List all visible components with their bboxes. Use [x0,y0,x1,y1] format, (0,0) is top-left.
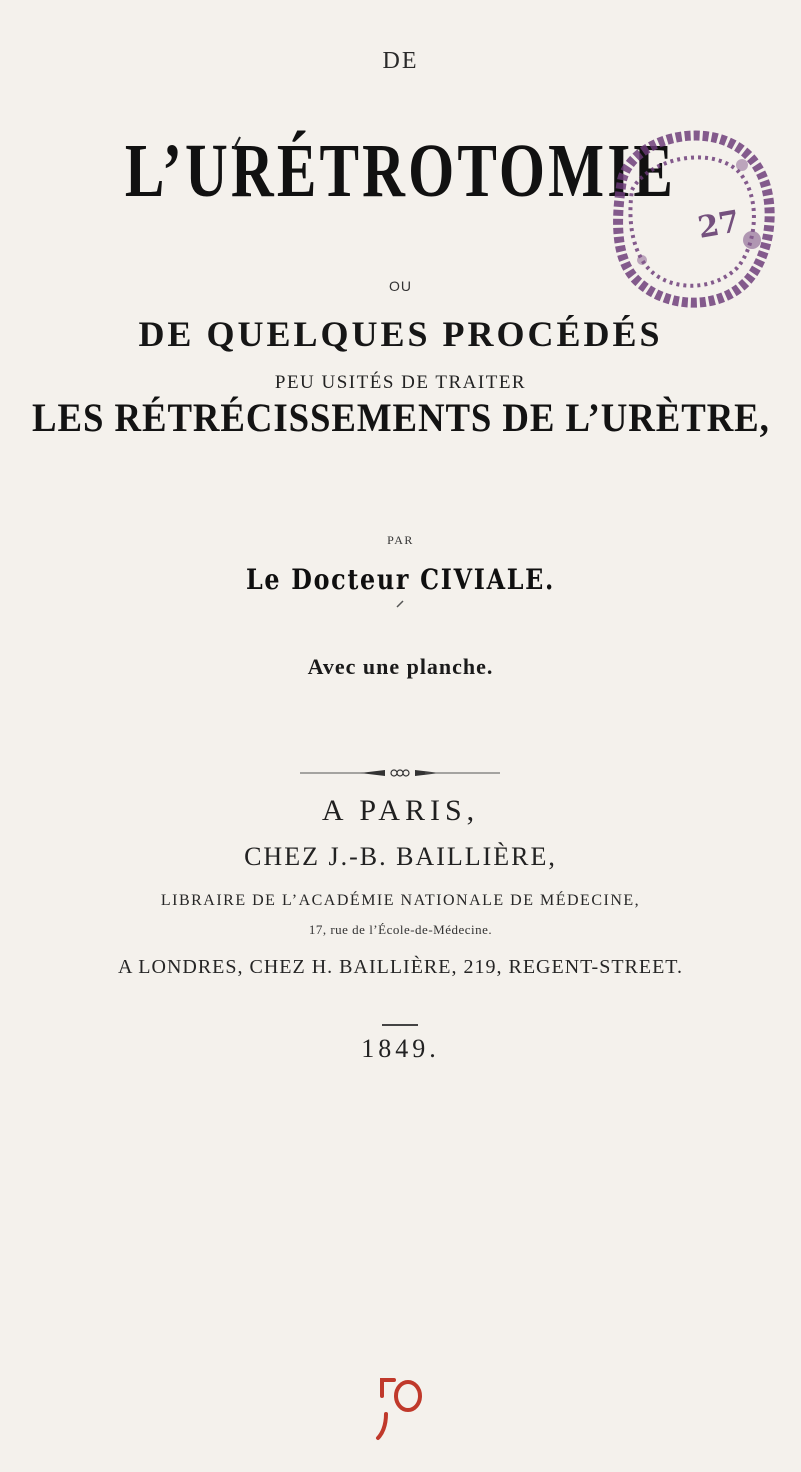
london-imprint: A LONDRES, CHEZ H. BAILLIÈRE, 219, REGENT-STREET. [117,956,684,978]
publisher-address: 17, rue de l’École-de-Médecine. [308,922,493,937]
handwritten-shelf-mark-icon [372,1366,432,1446]
main-title: L’URÉTROTOMIE [124,129,677,213]
by-label: PAR [387,533,414,547]
conjunction-or: OU [389,278,412,294]
publisher-name: CHEZ J.-B. BAILLIÈRE, [244,842,557,871]
subtitle-line-1: DE QUELQUES PROCÉDÉS [138,314,663,354]
pre-title: DE [382,48,419,74]
plate-note: Avec une planche. [307,654,494,679]
publisher-role: LIBRAIRE DE L’ACADÉMIE NATIONALE DE MÉDECINE, [160,892,641,909]
ink-speck-icon [396,600,404,608]
accent-tick-icon [232,136,242,150]
divider-rule [382,1024,418,1026]
imprint-city: A PARIS, [321,794,480,827]
subtitle-line-3: LES RÉTRÉCISSEMENTS DE L’URÈTRE, [32,395,770,440]
author-name: Le Docteur CIVIALE. [245,563,556,596]
publication-year: 1849. [361,1034,440,1063]
ornamental-rule-icon [300,766,500,780]
svg-text:27: 27 [695,204,743,246]
subtitle-line-2: PEU USITÉS DE TRAITER [274,372,527,393]
